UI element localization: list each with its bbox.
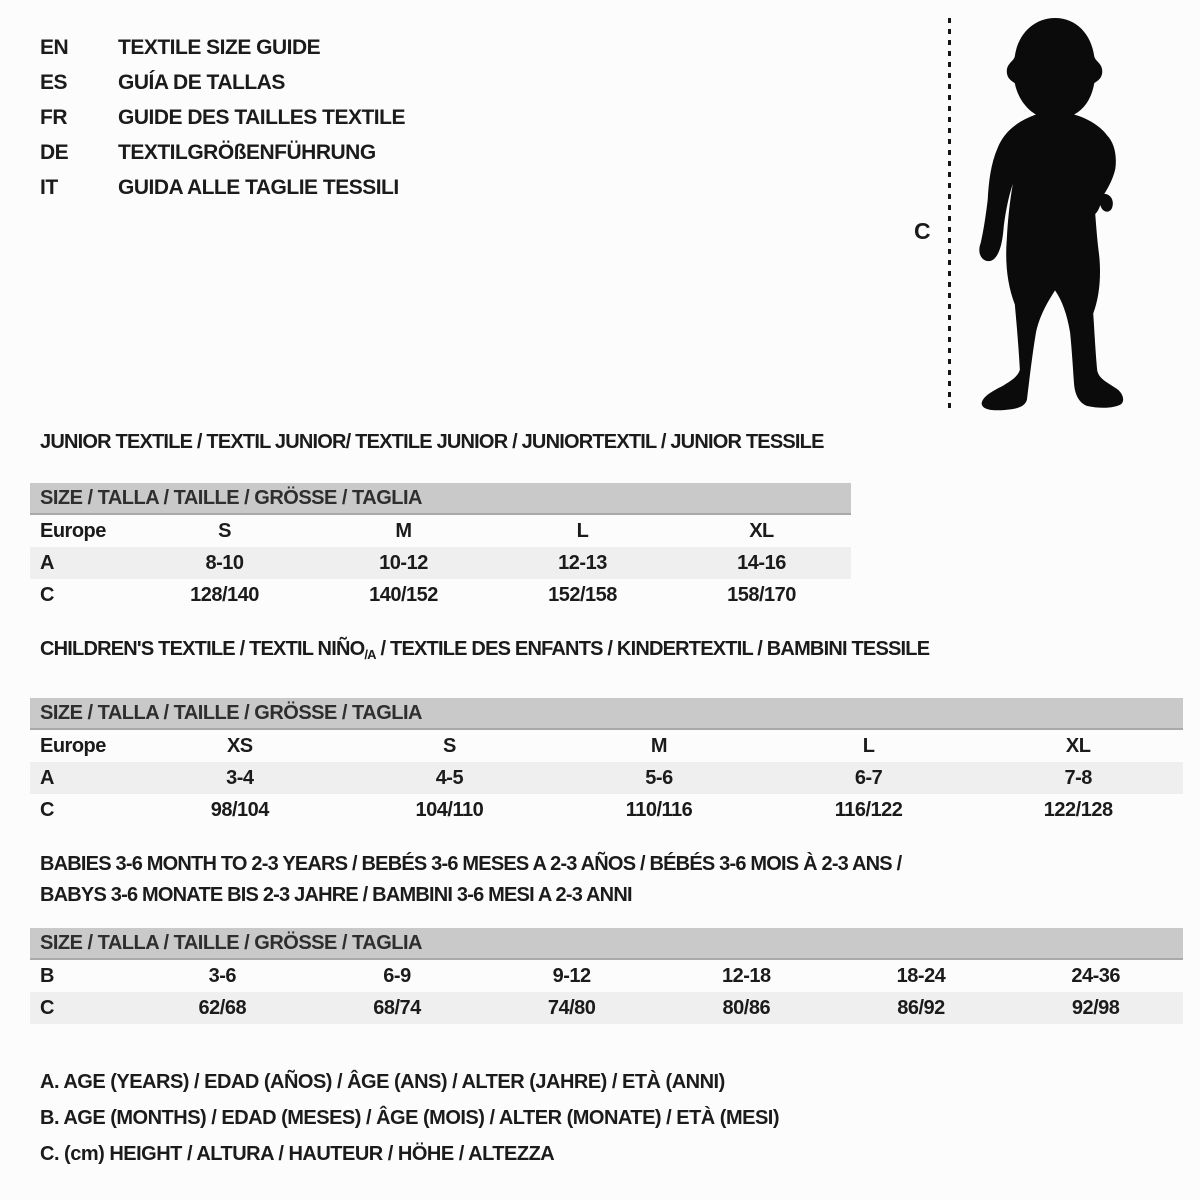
- language-title-list: [40, 30, 405, 205]
- babies-height-row: [30, 992, 1183, 1024]
- language-row-es: [40, 65, 405, 100]
- size-cell: L: [862, 734, 875, 757]
- guide-title-es: GUÍA DE TALLAS: [118, 70, 285, 94]
- value-cell: 128/140: [190, 583, 259, 606]
- language-row-fr: [40, 100, 405, 135]
- value-cell: 5-6: [645, 766, 673, 789]
- junior-size-header-band: SIZE / TALLA / TAILLE / GRÖSSE / TAGLIA: [30, 483, 851, 515]
- size-cell: M: [395, 519, 412, 542]
- value-cell: 74/80: [547, 996, 596, 1019]
- toddler-silhouette-image: [962, 14, 1134, 416]
- language-code: EN: [40, 35, 69, 59]
- language-row-it: [40, 170, 405, 205]
- height-dashed-line: [948, 18, 951, 414]
- legend-line-b: B. AGE (MONTHS) / EDAD (MESES) / ÂGE (MOIS) / ALTER (MONATE) / ETÀ (MESI): [40, 1107, 780, 1129]
- value-cell: 3-6: [208, 964, 237, 987]
- height-measure-label: C: [914, 218, 931, 244]
- legend-line-c: C. (cm) HEIGHT / ALTURA / HAUTEUR / HÖHE / ALTEZZA: [40, 1143, 555, 1165]
- junior-section-title: JUNIOR TEXTILE / TEXTIL JUNIOR/ TEXTILE JUNIOR / JUNIORTEXTIL / JUNIOR TESSILE: [40, 431, 824, 453]
- children-textile-section: [30, 637, 1183, 826]
- value-cell: 9-12: [552, 964, 591, 987]
- children-title-pre: CHILDREN'S TEXTILE / TEXTIL NIÑO: [40, 638, 365, 660]
- value-cell: 152/158: [548, 583, 617, 606]
- row-label: C: [40, 798, 54, 821]
- size-cell: XL: [749, 519, 774, 542]
- children-europe-row: [30, 730, 1183, 762]
- value-cell: 116/122: [834, 798, 903, 821]
- guide-title-it: GUIDA ALLE TAGLIE TESSILI: [118, 175, 399, 199]
- children-title-sub: /A: [364, 647, 376, 662]
- value-cell: 92/98: [1071, 996, 1120, 1019]
- language-row-en: [40, 30, 405, 65]
- row-label: A: [40, 551, 54, 574]
- value-cell: 62/68: [198, 996, 247, 1019]
- measurement-legend: [40, 1064, 779, 1172]
- babies-section-title: [40, 849, 1183, 911]
- size-cell: L: [576, 519, 589, 542]
- value-cell: 158/170: [727, 583, 796, 606]
- children-height-row: [30, 794, 1183, 826]
- value-cell: 4-5: [435, 766, 464, 789]
- size-cell: S: [442, 734, 456, 757]
- junior-height-row: [30, 579, 851, 611]
- value-cell: 104/110: [415, 798, 484, 821]
- value-cell: 110/116: [625, 798, 693, 821]
- value-cell: 86/92: [897, 996, 945, 1019]
- value-cell: 12-18: [722, 964, 771, 987]
- babies-title-line2: BABYS 3-6 MONATE BIS 2-3 JAHRE / BAMBINI 3-6 MESI A 2-3 ANNI: [40, 884, 632, 906]
- size-cell: S: [218, 519, 231, 542]
- value-cell: 3-4: [226, 766, 254, 789]
- babies-months-row: [30, 960, 1183, 992]
- row-label: B: [40, 964, 54, 987]
- value-cell: 6-7: [854, 766, 883, 789]
- row-label: Europe: [40, 734, 106, 757]
- junior-age-row: [30, 547, 851, 579]
- language-code: DE: [40, 140, 69, 164]
- value-cell: 80/86: [722, 996, 771, 1019]
- value-cell: 68/74: [373, 996, 421, 1019]
- language-code: ES: [40, 70, 68, 94]
- value-cell: 122/128: [1043, 798, 1113, 821]
- language-code: FR: [40, 105, 67, 129]
- guide-title-fr: GUIDE DES TAILLES TEXTILE: [118, 105, 405, 129]
- children-section-title: [40, 637, 1183, 667]
- children-age-row: [30, 762, 1183, 794]
- row-label: C: [40, 996, 54, 1019]
- value-cell: 98/104: [210, 798, 269, 821]
- language-code: IT: [40, 175, 58, 199]
- junior-europe-row: [30, 515, 851, 547]
- language-row-de: [40, 135, 405, 170]
- size-cell: XL: [1065, 734, 1091, 757]
- junior-textile-section: [30, 430, 851, 611]
- legend-line-a: A. AGE (YEARS) / EDAD (AÑOS) / ÂGE (ANS) / ALTER (JAHRE) / ETÀ (ANNI): [40, 1071, 725, 1093]
- babies-title-line1: BABIES 3-6 MONTH TO 2-3 YEARS / BEBÉS 3-6 MESES A 2-3 AÑOS / BÉBÉS 3-6 MOIS À 2-3 ANS /: [40, 853, 902, 875]
- children-title-post: / TEXTILE DES ENFANTS / KINDERTEXTIL / BAMBINI TESSILE: [375, 638, 930, 660]
- value-cell: 8-10: [205, 551, 244, 574]
- guide-title-de: TEXTILGRÖßENFÜHRUNG: [118, 140, 376, 164]
- value-cell: 12-13: [558, 551, 607, 574]
- size-cell: M: [650, 734, 668, 757]
- value-cell: 24-36: [1071, 964, 1120, 987]
- value-cell: 14-16: [737, 551, 786, 574]
- row-label: Europe: [40, 519, 106, 542]
- size-cell: XS: [226, 734, 253, 757]
- value-cell: 18-24: [896, 964, 946, 987]
- value-cell: 6-9: [383, 964, 411, 987]
- babies-textile-section: [30, 849, 1183, 1024]
- babies-size-header-band: SIZE / TALLA / TAILLE / GRÖSSE / TAGLIA: [30, 928, 1183, 960]
- value-cell: 7-8: [1064, 766, 1092, 789]
- guide-title-en: TEXTILE SIZE GUIDE: [118, 35, 321, 59]
- value-cell: 10-12: [379, 551, 428, 574]
- row-label: A: [40, 766, 54, 789]
- value-cell: 140/152: [369, 583, 438, 606]
- children-size-header-band: SIZE / TALLA / TAILLE / GRÖSSE / TAGLIA: [30, 698, 1183, 730]
- row-label: C: [40, 583, 54, 606]
